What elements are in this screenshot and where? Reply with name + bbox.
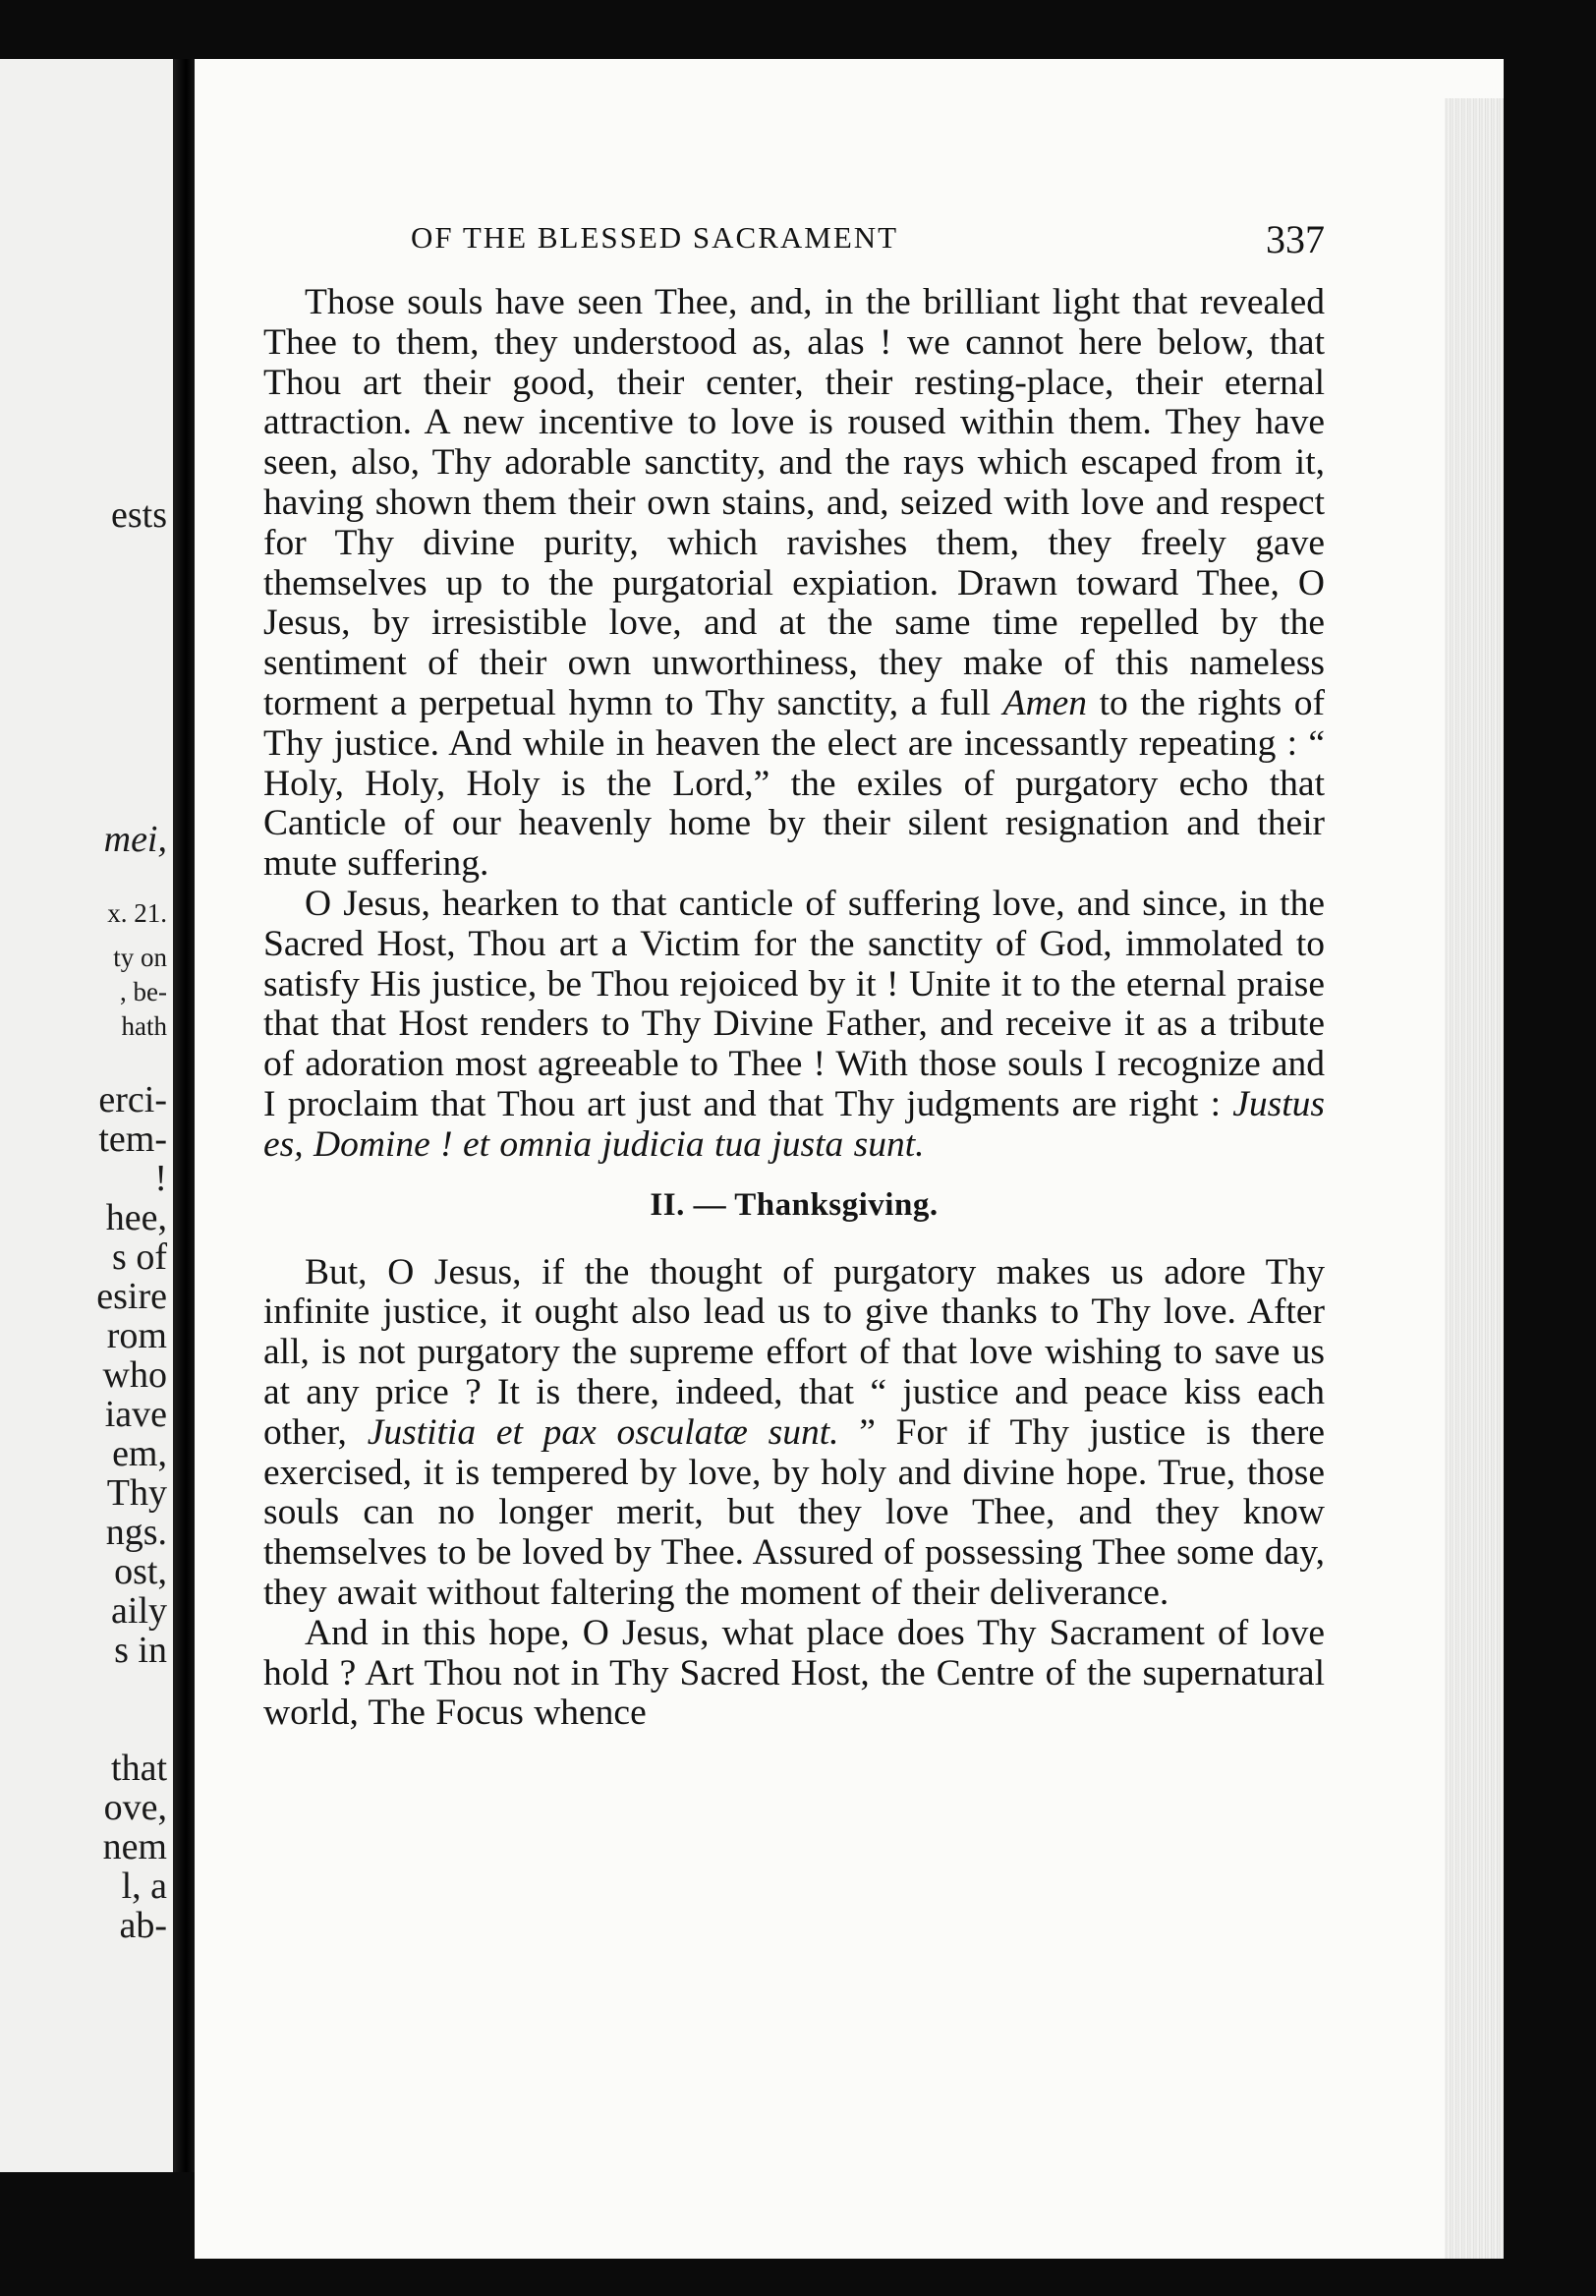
right-page xyxy=(195,59,1504,2259)
page-number: 337 xyxy=(1266,217,1325,261)
latin-quotation: Justus es, Domine ! et omnia judicia tua justa sunt. xyxy=(263,1083,1326,1165)
left-fragment: mei, xyxy=(103,819,167,860)
paragraph-text: to the rights of Thy justice. And while in heaven the elect are incessantly repeating : “ Holy, Holy, Holy is the Lord,” the exiles of purgatory echo that Canticle of our heavenly home by their silent resignation and their mute suffering. xyxy=(263,682,1326,885)
left-fragment: that xyxy=(111,1748,167,1789)
left-fragment: em, xyxy=(112,1433,167,1474)
left-fragment: Thy xyxy=(106,1472,167,1514)
paragraph-text: And in this hope, O Jesus, what place does Thy Sacrament of love hold ? Art Thou not in Thy Sacred Host, the Centre of the supernatural world, The Focus whence xyxy=(263,1612,1325,1734)
left-fragment: hath xyxy=(121,1011,167,1041)
page-content xyxy=(263,216,1325,1734)
paragraph-text: O Jesus, hearken to that canticle of suffering love, and since, in the Sacred Host, Thou art a Victim for the sanctity of God, immolated to satisfy His justice, be Thou rejoiced by it ! Unite it to the eternal praise that that Host renders to Thy Divine Father, and receive it as a tribute of adoration most agreeable to Thee ! With those souls I recognize and I proclaim that Thou art just and that Thy judgments are right : xyxy=(263,883,1325,1124)
left-fragment: ty on xyxy=(113,943,167,972)
left-fragment: esire xyxy=(96,1276,167,1317)
left-fragment: nem xyxy=(102,1826,167,1867)
running-title: OF THE BLESSED SACRAMENT xyxy=(411,220,899,255)
left-fragment: rom xyxy=(106,1315,167,1356)
left-fragment: s in xyxy=(114,1630,167,1671)
left-fragment: who xyxy=(102,1354,167,1396)
paragraph xyxy=(263,283,1325,885)
latin-quotation: Justitia et pax osculatæ sunt. xyxy=(367,1411,839,1453)
left-fragment: , be- xyxy=(120,977,167,1006)
left-fragment: tem- xyxy=(98,1119,167,1160)
book-gutter xyxy=(173,59,195,2172)
left-fragment: ! xyxy=(154,1158,167,1199)
left-fragment: ost, xyxy=(114,1551,167,1592)
paragraph xyxy=(263,885,1325,1166)
left-fragment: erci- xyxy=(98,1079,167,1120)
left-fragment: s of xyxy=(112,1236,167,1278)
left-fragment: ngs. xyxy=(105,1512,167,1553)
left-fragment: x. 21. xyxy=(107,898,167,928)
paragraph-text: But, O Jesus, if the thought of purgatory makes us adore Thy infinite justice, it ought also lead us to give thanks to Thy love. After all, is not purgatory the supreme effort of that love wishing to save us at any price ? It is there, indeed, that “ justice and peace kiss each other, xyxy=(263,1251,1325,1453)
paragraph-text: Those souls have seen Thee, and, in the brilliant light that revealed Thee to them, they understood as, alas ! we cannot here below, that Thou art their good, their center, their resting-place, their eternal attraction. A new incentive to love is roused within them. They have seen, also, Thy adorable sanctity, and the rays which escaped from it, having shown them their own stains, and, seized with love and respect for Thy divine purity, which ravishes them, they freely gave themselves up to the purgatorial expiation. Drawn toward Thee, O Jesus, by irresistible love, and at the same time repelled by the sentiment of their own unworthiness, they make of this nameless torment a perpetual hymn to Thy sanctity, a full xyxy=(263,282,1325,723)
left-fragment: hee, xyxy=(105,1197,167,1238)
left-fragment: iave xyxy=(104,1394,167,1435)
left-fragment: ove, xyxy=(103,1787,167,1828)
left-fragment: aily xyxy=(111,1590,167,1632)
left-fragment: l, a xyxy=(121,1866,167,1907)
left-fragment: ab- xyxy=(119,1905,167,1946)
paragraph-text: ” For if Thy justice is there exercised, it is tempered by love, by holy and divine hope. True, those souls can no longer merit, but they love Thee, and they know themselves to be loved by Thee. Assured of possessing Thee some day, they await without faltering the moment of their deliverance. xyxy=(263,1411,1325,1613)
running-head xyxy=(263,216,1325,275)
section-heading: II. — Thanksgiving. xyxy=(650,1186,939,1223)
page-edges xyxy=(1445,98,1504,2259)
paragraph-italic: Amen xyxy=(1002,682,1088,723)
left-facing-page xyxy=(0,59,173,2172)
paragraph xyxy=(263,1614,1325,1734)
left-fragment: ests xyxy=(111,494,167,536)
paragraph xyxy=(263,1253,1325,1614)
